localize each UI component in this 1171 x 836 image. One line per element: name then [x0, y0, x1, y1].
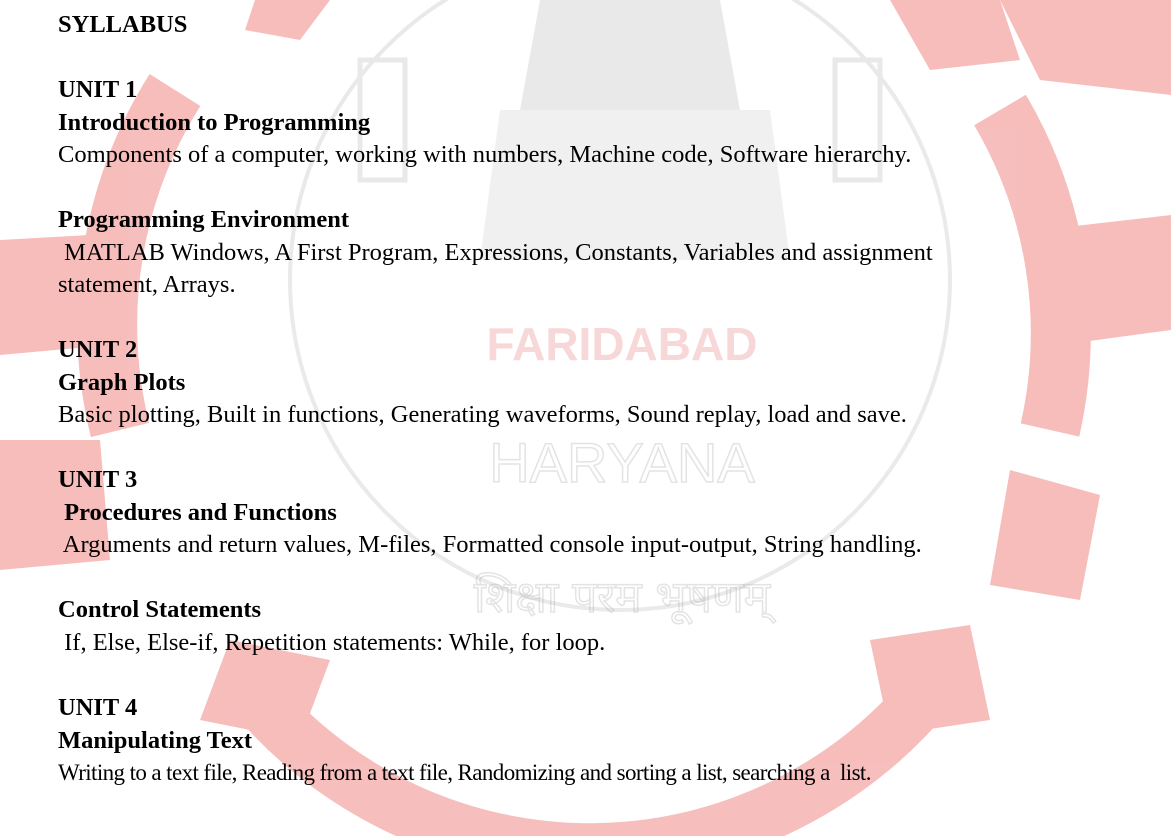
unit-3-heading: UNIT 3	[58, 466, 138, 493]
unit-1-section-2-line-1: MATLAB Windows, A First Program, Expressions, Constants, Variables and assignment	[58, 239, 933, 266]
watermark-state: HARYANA	[489, 431, 755, 494]
unit-1-section-2-title: Programming Environment	[58, 206, 350, 233]
unit-2-section-1-title: Graph Plots	[58, 369, 186, 396]
unit-3-section-2-title: Control Statements	[58, 596, 262, 623]
unit-3-section-1-title: Procedures and Functions	[58, 499, 337, 526]
unit-1-section-1-line-1: Components of a computer, working with numbers, Machine code, Software hierarchy.	[58, 141, 912, 168]
unit-1-section-1-title: Introduction to Programming	[58, 109, 371, 136]
watermark-motto: शिक्षा परम भूषणम्	[473, 572, 771, 623]
unit-2-heading: UNIT 2	[58, 336, 138, 363]
unit-4-section-1-title: Manipulating Text	[58, 727, 253, 754]
unit-2-section-1-line-1: Basic plotting, Built in functions, Generating waveforms, Sound replay, load and save.	[58, 401, 907, 428]
watermark-city: FARIDABAD	[486, 318, 758, 370]
unit-4-heading: UNIT 4	[58, 694, 138, 721]
unit-1-section-2-line-2: statement, Arrays.	[58, 271, 236, 298]
unit-3-section-1-line-1: Arguments and return values, M-files, Formatted console input-output, String handling.	[58, 531, 922, 558]
page-title: SYLLABUS	[58, 11, 188, 38]
unit-3-section-2-line-1: If, Else, Else-if, Repetition statements: While, for loop.	[58, 629, 606, 656]
unit-1-heading: UNIT 1	[58, 76, 138, 103]
unit-4-section-1-line-1: Writing to a text file, Reading from a text file, Randomizing and sorting a list, searching a list.	[58, 760, 871, 785]
